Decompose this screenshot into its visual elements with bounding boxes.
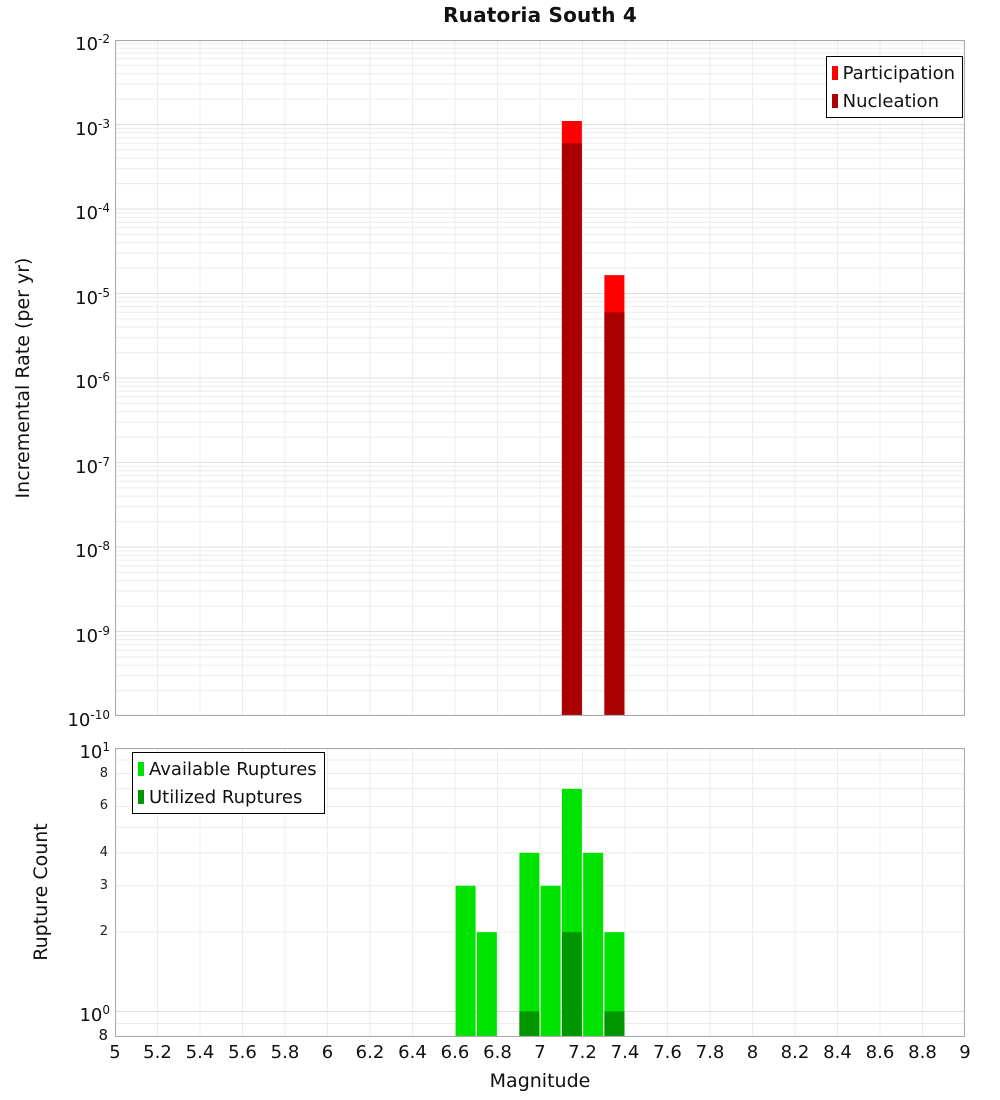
x-tick-label: 5.6 [228,1042,257,1063]
legend-item-utilized [138,783,317,811]
rate-y-tick-label: $10^{-6}$ [75,370,110,393]
x-tick-label: 9 [959,1042,971,1063]
rate-y-tick-label: $10^{-5}$ [75,285,110,309]
chart-title: Ruatoria South 4 [443,3,637,27]
x-tick-label: 7.6 [653,1042,682,1063]
x-tick-label: 6 [321,1042,334,1063]
legend-label-available: Available Ruptures [149,758,317,780]
rate-y-tick-label: $10^{-9}$ [75,623,110,647]
count-chart-panel [115,748,965,1037]
rate-legend [826,56,963,118]
x-tick-label: 5 [109,1042,121,1063]
x-tick-label: 5.8 [270,1042,300,1063]
rate-y-tick-label: $10^{-7}$ [75,454,110,478]
x-tick-label: 7.8 [695,1042,725,1063]
x-tick-label: 6.8 [483,1042,512,1063]
count-y-minor-tick-label: 8 [99,765,108,781]
x-tick-label: 8.8 [908,1042,937,1063]
legend-item-nucleation [832,87,955,115]
legend-label-participation: Participation [842,62,955,84]
count-legend [132,752,325,814]
x-tick-label: 7.2 [568,1042,597,1063]
rate-y-tick-label: $10^{-4}$ [75,201,110,224]
participation-swatch [832,66,838,80]
count-y-minor-tick-label: 8 [98,1026,108,1044]
rate-y-tick-label: $10^{-2}$ [75,32,110,55]
rate-chart-panel [115,40,965,716]
legend-item-participation [832,59,955,87]
x-tick-label: 7 [534,1042,546,1063]
rate-chart [115,40,965,716]
rate-y-tick-label: $10^{-10}$ [67,708,110,731]
x-tick-label: 8.4 [823,1042,852,1063]
count-y-minor-tick-label: 3 [99,877,108,893]
legend-label-nucleation: Nucleation [842,90,939,112]
x-tick-label: 6.6 [440,1042,470,1063]
count-y-minor-tick-label: 4 [99,844,108,860]
legend-label-utilized: Utilized Ruptures [149,786,303,808]
x-tick-label: 8 [746,1042,759,1063]
x-tick-label: 8.6 [865,1042,895,1063]
utilized-ruptures-swatch [138,790,144,804]
x-axis-label: Magnitude [489,1070,591,1092]
available-ruptures-swatch [138,762,144,776]
count-y-tick-label: $10^0$ [79,1003,110,1027]
count-y-minor-tick-label: 2 [99,924,108,940]
count-y-minor-tick-label: 6 [99,798,108,814]
x-tick-label: 6.2 [355,1042,385,1063]
rate-y-tick-label: $10^{-3}$ [75,116,110,140]
x-tick-label: 5.2 [143,1042,172,1063]
figure: Ruatoria South 4 Incremental Rate (per yr) Rupture Count Magnitude Participation Nucleation Available Ruptures Utilized Ruptures 5 5.2 5.4 5.6 5.8 6 6.2 6.4 6.6 6.8 7 7.2 7.4 7.6 7.8 8 8.2 8.4 8.6 8.8 9 $10^{-2}$ $10^{-3}$ $10^{-4}$ $10^{-5}$ $10^{-6}$ $10^{-7}$ $10^{-8}$ $10^{-9}$ $10^{-10}$ $10^1$ $10^0$ 8 6 4 3 2 8 [0,0,1000,1100]
legend-item-available [138,755,317,783]
x-tick-label: 6.4 [398,1042,427,1063]
x-tick-label: 5.4 [185,1042,215,1063]
rate-y-tick-label: $10^{-8}$ [75,539,110,562]
nucleation-swatch [832,94,838,108]
count-y-tick-label: $10^1$ [79,740,110,763]
x-tick-label: 7.4 [610,1042,640,1063]
x-tick-label: 8.2 [780,1042,810,1063]
